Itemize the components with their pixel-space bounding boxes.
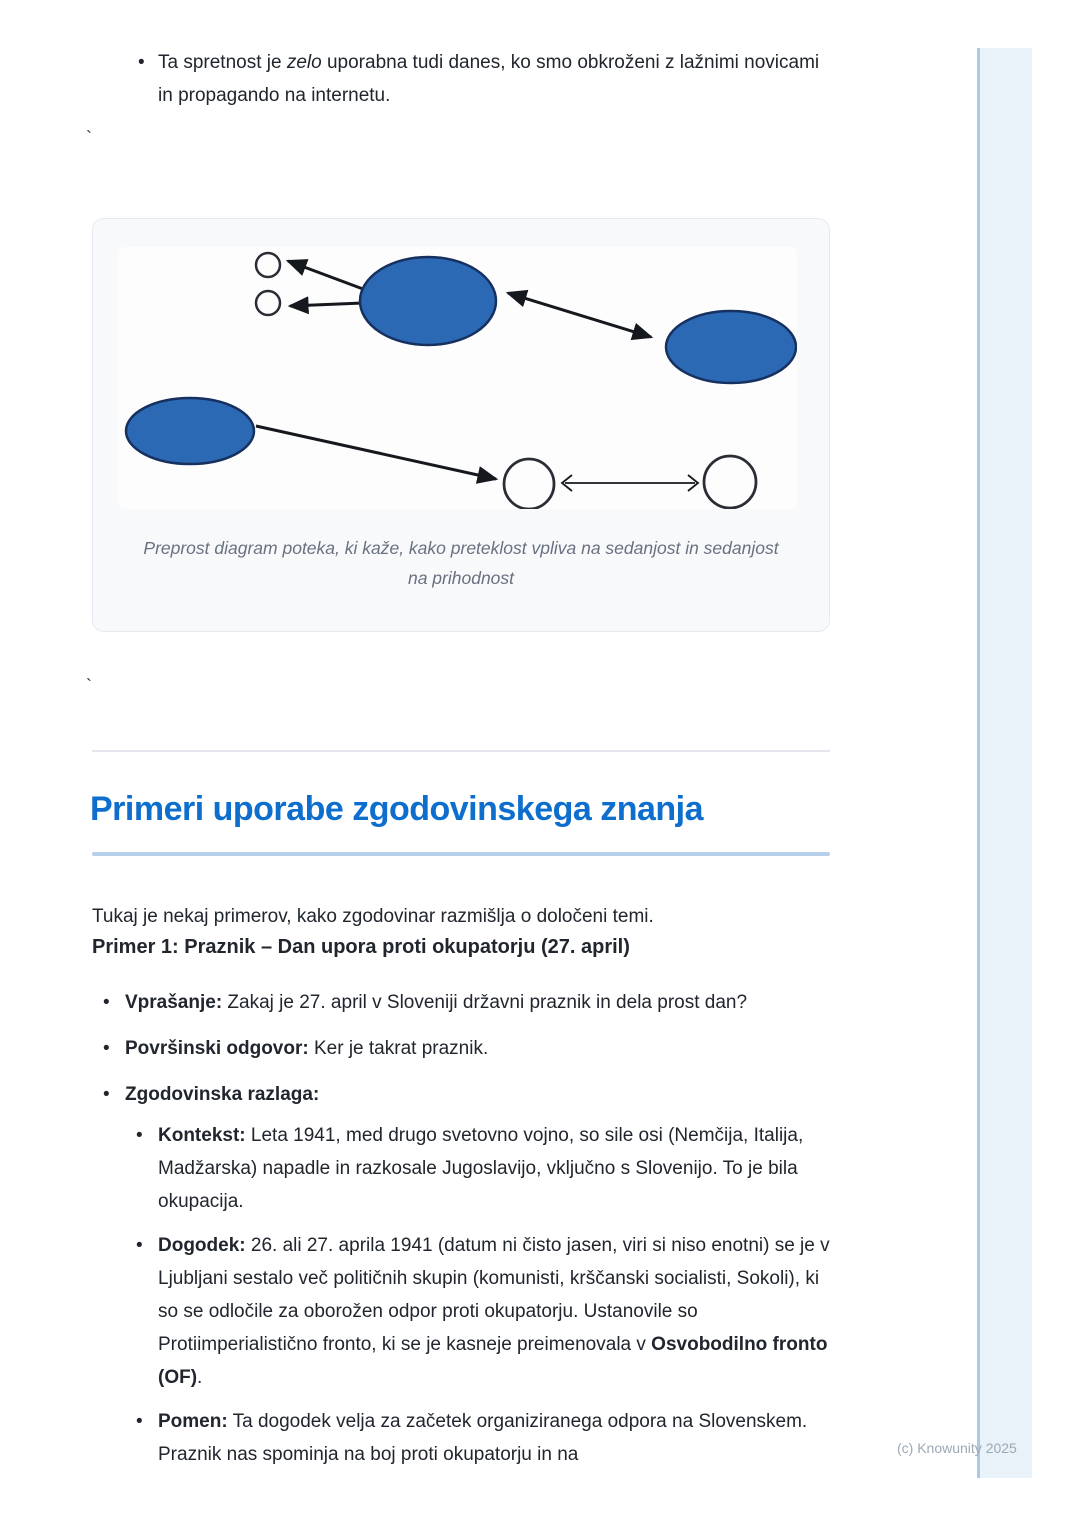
figure-caption: Preprost diagram poteka, ki kaže, kako preteklost vpliva na sedanjost in sedanjost na prihodnost [143, 538, 779, 588]
double-arrow-top [508, 293, 651, 337]
sublist-item-event [125, 1229, 832, 1394]
list-item-question [92, 986, 832, 1019]
section-title: Primeri uporabe zgodovinskega znanja [90, 790, 704, 828]
outline-circle-node-4 [704, 456, 756, 508]
bullet-text: Ker je takrat praznik. [308, 1038, 489, 1059]
bullet-label: Površinski odgovor: [125, 1038, 309, 1059]
bullet-label: Pomen: [158, 1411, 228, 1432]
intro-text-post: uporabna tudi danes, ko smo obkroženi z lažnimi novicami in propagando na internetu. [158, 52, 820, 106]
intro-text-emphasis: zelo [286, 52, 322, 73]
page-edge-panel [977, 48, 1032, 1478]
bullet-label: Zgodovinska razlaga: [125, 1084, 320, 1105]
example-list [92, 986, 832, 1484]
bullet-text: 26. ali 27. aprila 1941 (datum ni čisto jasen, viri si niso enotni) se je v Ljubljani sestalo več političnih skupin (komunisti, krščanski socialisti, Sokoli), ki so se odločile za oborožen odpor proti okupatorju. Ustanovile so Protiimperialistično fronto, ki se je kasneje preimenovala v [158, 1235, 830, 1355]
arrow-to-bottom-circle [256, 426, 496, 479]
bullet-text: Ta dogodek velja za začetek organiziranega odpora na Slovenskem. Praznik nas spominja na boj proti okupatorju in na [158, 1411, 808, 1465]
section-divider [92, 750, 830, 752]
blue-ellipse-node-bottom-left [126, 398, 254, 464]
outline-circle-node-2 [256, 291, 280, 315]
section-intro: Tukaj je nekaj primerov, kako zgodovinar razmišlja o določeni temi. [92, 906, 654, 927]
bullet-label: Dogodek: [158, 1235, 246, 1256]
list-item-historical-explanation [92, 1078, 832, 1471]
flow-diagram-image [118, 247, 797, 509]
stray-backtick: ` [86, 128, 92, 148]
copyright-watermark: (c) Knowunity 2025 [897, 1440, 1017, 1456]
blue-ellipse-node-right [666, 311, 796, 383]
section-title-underline [92, 852, 830, 856]
arrow-past-to-circle-1 [288, 261, 363, 289]
blue-ellipse-node-top [360, 257, 496, 345]
example-1-heading: Primer 1: Praznik – Dan upora proti okupatorju (27. april) [92, 936, 630, 958]
list-item-surface-answer [92, 1032, 832, 1065]
bullet-bold-phrase: Osvobodilno fronto (OF) [158, 1334, 828, 1388]
bullet-text: Leta 1941, med drugo svetovno vojno, so sile osi (Nemčija, Italija, Madžarska) napadle in razkosale Jugoslavijo, vključno s Slovenijo. To je bila okupacija. [158, 1125, 804, 1212]
bullet-label: Vprašanje: [125, 992, 223, 1013]
sublist-item-meaning [125, 1405, 832, 1471]
bullet-text-after: . [197, 1367, 203, 1388]
stray-backtick: ` [86, 676, 92, 696]
list-item [92, 46, 832, 112]
explanation-sublist [125, 1119, 832, 1471]
bullet-text: Zakaj je 27. april v Sloveniji državni praznik in dela prost dan? [222, 992, 748, 1013]
arrow-past-to-circle-2 [290, 303, 363, 306]
outline-circle-node-1 [256, 253, 280, 277]
sublist-item-context [125, 1119, 832, 1218]
outline-circle-node-3 [504, 459, 554, 509]
intro-list [92, 46, 832, 112]
figure-card [92, 218, 830, 632]
intro-text-pre: Ta spretnost je [158, 52, 287, 73]
bullet-label: Kontekst: [158, 1125, 246, 1146]
flow-diagram [118, 247, 797, 509]
